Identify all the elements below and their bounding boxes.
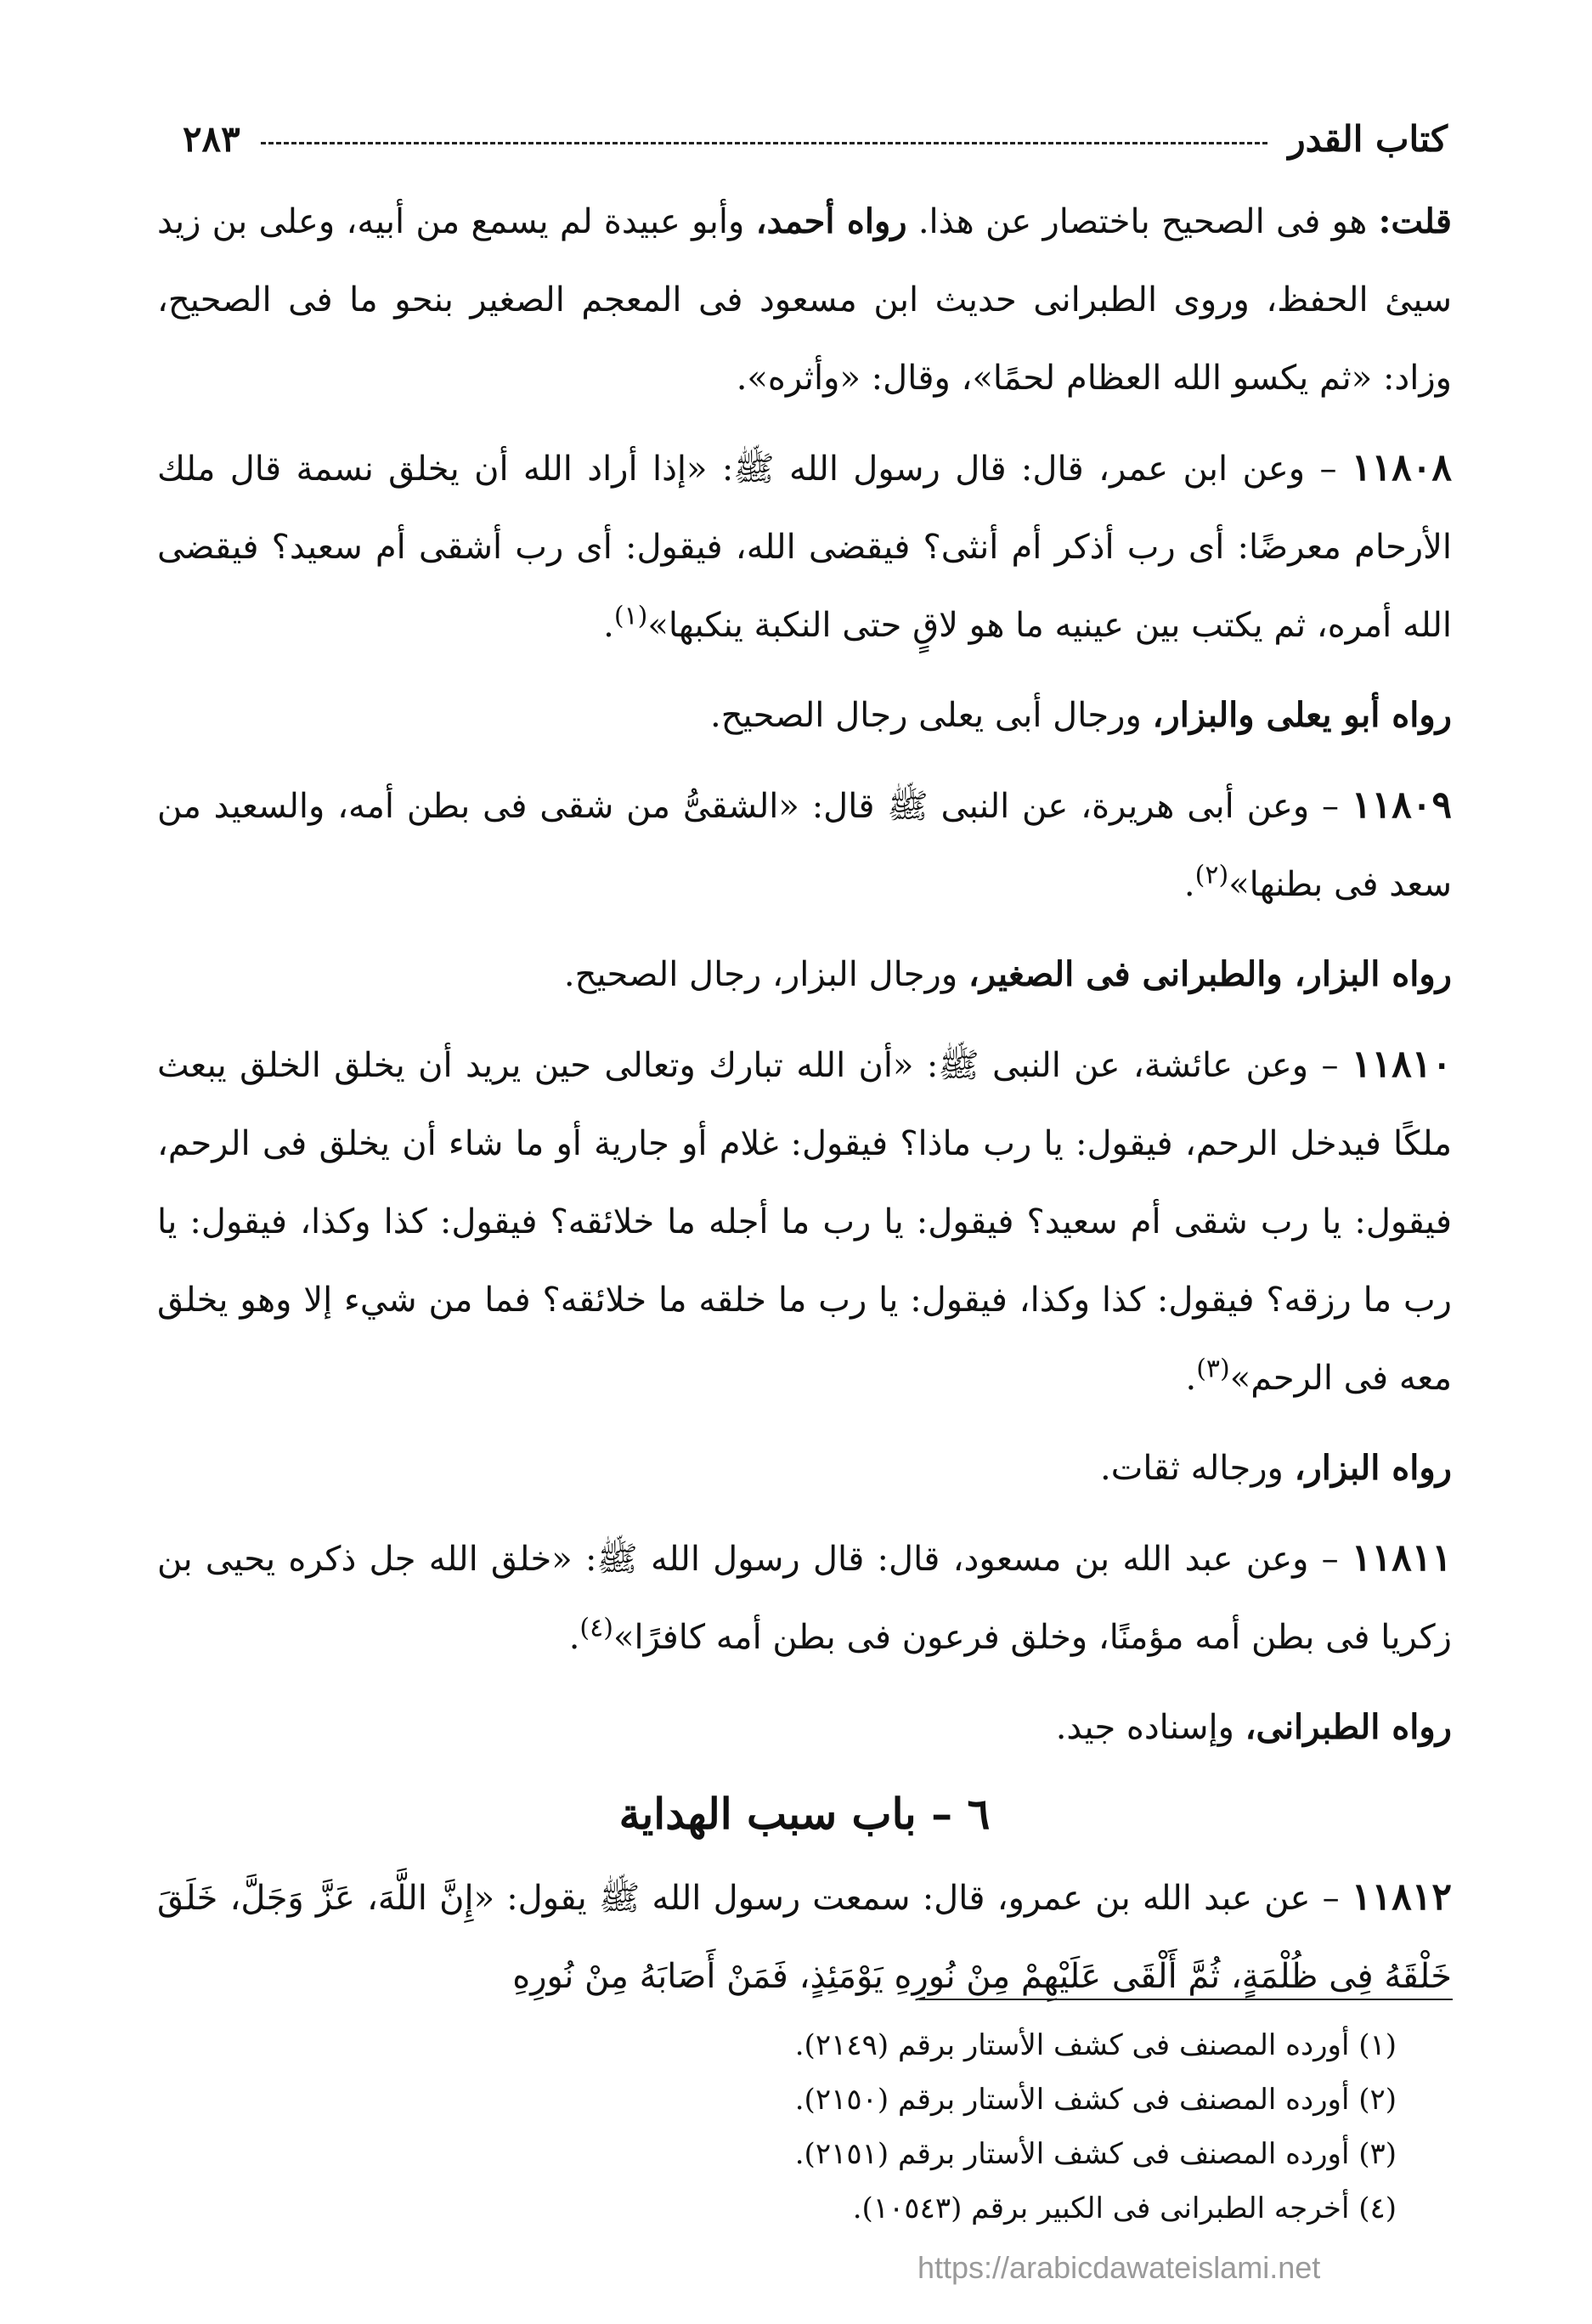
footnote-ref: (١) [613,601,648,631]
note-text: ورجال أبى يعلى رجال الصحيح. [710,696,1153,735]
paragraph-text: وأبو عبيدة لم يسمع من أبيه، وعلى بن زيد سيئ الحفظ، وروى الطبرانى حديث ابن مسعود فى المعجم الصغير بنحو ما فى الصحيح، وزاد: «ثم يكسو الله العظام لحمًا»، وقال: «وأثره». [157,202,1452,398]
hadith-paragraph [157,1858,1452,2016]
footnote-4: (٤) أخرجه الطبرانى فى الكبير برقم (١٠٥٤٣). [852,2191,1397,2225]
page-number: ٢٨٣ [183,118,240,160]
hadith-paragraph [157,1519,1452,1677]
footnote-2: (٢) أورده المصنف فى كشف الأستار برقم (٢١٥٠). [794,2083,1397,2117]
attribution: رواه أبو يعلى والبزار، [1152,695,1452,735]
footnote-ref: (٤) [579,1613,613,1643]
hadith-number: ١١٨١٢ [1351,1875,1452,1919]
hadith-paragraph [157,1026,1452,1417]
hadith-number: ١١٨١٠ [1351,1043,1452,1086]
hadith-paragraph [157,766,1452,924]
hadith-paragraph [157,429,1452,664]
note-text: ورجال البزار، رجال الصحيح. [563,955,968,994]
attribution: رواه أحمد، [755,201,907,241]
narration-note [157,936,1452,1014]
period: . [1185,1359,1197,1398]
hadith-number: ١١٨٠٨ [1351,446,1452,489]
section-title: ٦ – باب سبب الهداية [618,1789,991,1839]
narration-note [157,1429,1452,1507]
paragraph-lead: قلت: [1378,201,1453,241]
footnote-divider [919,1999,1453,2000]
hadith-number: ١١٨٠٩ [1351,783,1452,827]
page-header [183,100,1448,160]
main-text [157,183,1452,2016]
hadith-text: – وعن ابن عمر، قال: قال رسول الله ﷺ: «إذا أراد الله أن يخلق نسمة قال ملك الأرحام معرضًا: أى رب أذكر أم أنثى؟ فيقضى الله، فيقول: أى رب أشقى أم سعيد؟ فيقضى الله أمره، ثم يكتب بين عينيه ما هو لاقٍ حتى النكبة ينكبها» [157,450,1452,645]
hadith-text: – عن عبد الله بن عمرو، قال: سمعت رسول الله ﷺ يقول: «إِنَّ اللَّهَ، عَزَّ وَجَلَّ، خَلَقَ خَلْقَهُ فِى ظُلْمَةٍ، ثُمَّ أَلْقَى عَلَيْهِمْ مِنْ نُورِهِ يَوْمَئِذٍ، فَمَنْ أَصَابَهُ مِنْ نُورِهِ [157,1879,1452,1996]
narration-note [157,1688,1452,1767]
hadith-number: ١١٨١١ [1351,1536,1452,1580]
footnote-ref: (٣) [1196,1354,1230,1384]
paragraph-text: هو فى الصحيح باختصار عن هذا. [906,202,1379,241]
narration-note [157,676,1452,755]
book-title: كتاب القدر [1288,118,1448,160]
paragraph [157,183,1452,417]
hadith-text: – وعن عائشة، عن النبى ﷺ: «أن الله تبارك وتعالى حين يريد أن يخلق الخلق يبعث ملكًا فيدخل الرحم، فيقول: يا رب ماذا؟ فيقول: غلام أو جارية أو ما شاء أن يخلق فى الرحم، فيقول: يا رب شقى أم سعيد؟ فيقول: يا رب ما أجله ما خلائقه؟ فيقول: كذا وكذا، فيقول: يا رب ما رزقه؟ فيقول: كذا وكذا، فيقول: يا رب ما خلقه ما خلائقه؟ فما من شيء إلا وهو يخلق معه فى الرحم» [157,1046,1452,1398]
attribution: رواه الطبرانى، [1245,1707,1452,1747]
note-text: وإسناده جيد. [1055,1708,1245,1747]
period: . [1183,865,1195,904]
hadith-text: – وعن أبى هريرة، عن النبى ﷺ قال: «الشقىُّ من شقى فى بطن أمه، والسعيد من سعد فى بطنها» [157,787,1452,904]
footnotes [157,2018,1397,2236]
note-text: ورجاله ثقات. [1100,1449,1295,1488]
footnote-1: (١) أورده المصنف فى كشف الأستار برقم (٢١٤٩). [794,2028,1397,2062]
watermark-url: https://arabicdawateislami.net [917,2250,1321,2285]
hadith-text: – وعن عبد الله بن مسعود، قال: قال رسول الله ﷺ: «خلق الله جل ذكره يحيى بن زكريا فى بطن أمه مؤمنًا، وخلق فرعون فى بطن أمه كافرًا» [157,1540,1452,1657]
attribution: رواه البزار، والطبرانى فى الصغير، [968,954,1452,994]
attribution: رواه البزار، [1294,1448,1452,1488]
footnote-ref: (٢) [1194,860,1229,891]
header-divider [261,142,1268,144]
period: . [568,1618,580,1657]
period: . [603,606,614,645]
footnote-3: (٣) أورده المصنف فى كشف الأستار برقم (٢١٥١). [794,2137,1397,2171]
